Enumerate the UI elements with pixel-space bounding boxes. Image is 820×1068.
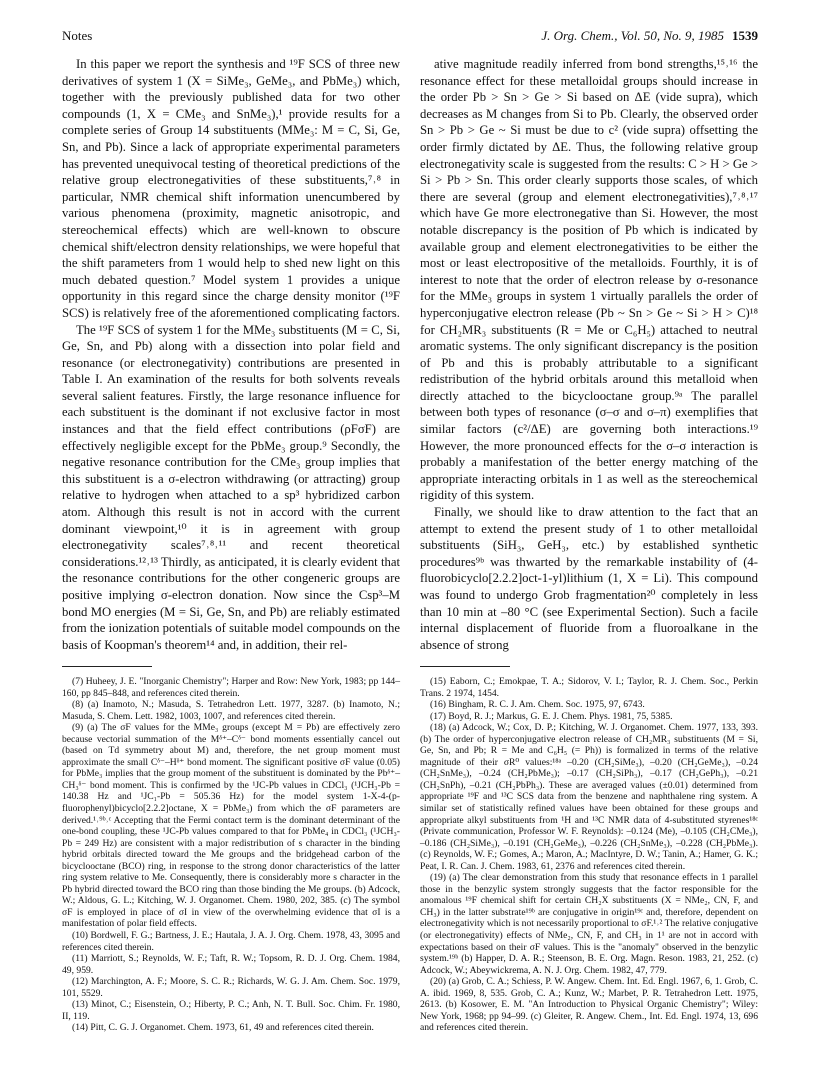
running-header (541, 28, 758, 44)
right-column (420, 56, 758, 653)
footnote: (8) (a) Inamoto, N.; Masuda, S. Tetrahedron Lett. 1977, 3287. (b) Inamoto, N.; Masuda, S. Chem. Lett. 1982, 1003, 1007, and references cited therein. (62, 699, 400, 722)
footnote: (10) Bordwell, F. G.; Bartness, J. E.; Hautala, J. A. J. Org. Chem. 1978, 43, 3095 and references cited therein. (62, 930, 400, 953)
footnote: (18) (a) Adcock, W.; Cox, D. P.; Kitching, W. J. Organomet. Chem. 1977, 133, 393. (b) The order of hyperconjugative electron release of CH₂MR₃ substituents (M = Si, Ge, Sn, and Pb; R = Me and C₆H₅ (= Ph)) is formalized in terms of the relative magnitude of their σR⁰ values:¹⁸ᵃ –0.20 (CH₂SiMe₃), –0.20 (CH₂GeMe₃), –0.24 (CH₂SnMe₃), –0.24 (CH₂PbMe₃); –0.17 (CH₂SiPh₃), –0.17 (CH₂GePh₃), –0.21 (CH₂SnPh), –0.21 (CH₂PbPh₃). These are averaged values (±0.01) determined from appropriate ¹⁹F and ¹³C SCS data from the benzene and naphthalene ring system. A similar set of statistically refined values have been obtained for these groups and appropriate alkyl substituents from ¹H and ¹³C NMR data of 4-substituted styrenes¹⁸ᶜ (Private communication, Professor W. F. Reynolds): –0.124 (Me), –0.105 (CH₂CMe₃), –0.186 (CH₂SiMe₃), –0.191 (CH₂GeMe₃), –0.226 (CH₂SnMe₃), –0.228 (CH₂PbMe₃). (c) Reynolds, W. F.; Gomes, A.; Maron, A.; MacIntyre, D. W.; Tanin, A.; Hamer, G. K.; Peat, I. R. Can. J. Chem. 1983, 61, 2376 and references cited therein. (420, 722, 758, 872)
body-paragraph: The ¹⁹F SCS of system 1 for the MMe₃ substituents (M = C, Si, Ge, Sn, and Pb) along with a dissection into polar field and resonance (or electronegativity) contributions are presented in Table I. An examination of the results for both solvents reveals several salient features. Firstly, the large resonance influence for each substituent is the dominant if not exclusive factor in most instances and that the field effect contributions (ρFσF) are effectively negligible except for the PbMe₃ group.⁹ Secondly, the negative resonance contribution for the CMe₃ group implies that this substituent is a σ-electron withdrawing (or attracting) group relative to hydrogen when attached to a sp³ hybridized carbon atom. Although this result is not in accord with the current dominant viewpoint,¹⁰ it is in agreement with group electronegativity scales⁷˒⁸˒¹¹ and recent theoretical considerations.¹²˒¹³ Thirdly, as anticipated, it is clearly evident that the resonance contributions for the other congeneric groups are positive implying σ-electron donation. Now since the Csp³–M bond MO energies (M = Si, Ge, Sn, and Pb) are reliably estimated from the ionization potentials of suitable model compounds on the basis of Koopman's theorem¹⁴ and, in addition, their rel- (62, 322, 400, 652)
footnote: (17) Boyd, R. J.; Markus, G. E. J. Chem. Phys. 1981, 75, 5385. (430, 710, 673, 722)
footnote-divider (62, 666, 152, 667)
footnote: (15) Eaborn, C.; Emokpae, T. A.; Sidorov, V. I.; Taylor, R. J. Chem. Soc., Perkin Trans. 2 1974, 1454. (420, 676, 758, 699)
body-paragraph: ative magnitude readily inferred from bond strengths,¹⁵˒¹⁶ the resonance effect for these metalloidal groups should increase in the order Pb > Sn > Ge > Si based on ΔE (vide supra), which decreases as M changes from Si to Pb. Clearly, the observed order Sn > Pb > Ge ~ Si must be due to c² (vide supra) offsetting the order firmly dictated by ΔE. Thus, the following relative group electronegativity scale is suggested from the results: C > H > Ge > Si > Pb > Sn. This order clearly supports those scales, of which there are several (group and element electronegativities),⁷˒⁸˒¹⁷ which have Ge more electronegative than Si. However, the most notable discrepancy is the position of Pb which is indicated by available group and element electronegativities to be either the most or least electropositive of the metalloids. Fourthly, it is of interest to note that the order of electron release by σ-resonance for the MMe₃ groups in system 1 virtually parallels the order of hyperconjugative electron release (Pb ~ Sn > Ge ~ Si > H > C)¹⁸ for CH₂MR₃ substituents (R = Me or C₆H₅) attached to neutral aromatic systems. The only significant discrepancy is the position of Pb and this is probably attributable to a significant redistribution of the hybrid orbitals around this metalloid when directly attached to the bicyclooctane group.⁹ᵃ The parallel between both types of resonance (σ–σ and σ–π) exemplifies that similar factors (c²/ΔE) are governing both interactions.¹⁹ However, the more pronounced effects for the σ–σ interaction is probably a manifestation of the better energy matching of the appropriate interacting orbitals in 1 as well as the stereochemical rigidity of this system. (420, 57, 758, 503)
footnote: (14) Pitt, C. G. J. Organomet. Chem. 1973, 61, 49 and references cited therein. (72, 1022, 374, 1034)
footnote: (20) (a) Grob, C. A.; Schiess, P. W. Angew. Chem. Int. Ed. Engl. 1967, 6, 1. Grob, C. A. ibid. 1969, 8, 535. Grob, C. A.; Kunz, W.; Marbet, P. R. Tetrahedron Lett. 1975, 2613. (b) Kosower, E. M. "An Introduction to Physical Organic Chemistry"; Wiley: New York, 1968; pp 94–99. (c) Gleiter, R. Angew. Chem., Int. Ed. Engl. 1974, 13, 696 and references cited therein. (420, 976, 758, 1034)
footnote: (19) (a) The clear demonstration from this study that resonance effects in 1 parallel those in the benzylic system strongly suggests that the factor responsible for the anomalous ¹⁹F chemical shift for certain CH₂X substituents (X = NMe₂, CN, F, and CH₃) in the latter substrate¹⁹ᵇ are conjugative in origin¹⁹ᶜ and, therefore, dependent on electronegativity which is not necessarily proportional to σF.¹˒² The relative conjugative (or electronegativity) effects of NMe₂, CN, F, and CH₃ in 1¹ are not in accord with expectations based on their σF values. This is the "anomaly" observed in the benzylic system.¹⁹ᵇ (b) Happer, D. A. R.; Steenson, B. E. Org. Magn. Reson. 1983, 21, 252. (c) Adcock, W.; Abeywickrema, A. N. J. Org. Chem. 1982, 47, 779. (420, 872, 758, 976)
footnote: (7) Huheey, J. E. "Inorganic Chemistry"; Harper and Row: New York, 1983; pp 144–160, pp 845–848, and references cited therein. (62, 676, 400, 699)
journal-citation: J. Org. Chem., Vol. 50, No. 9, 1985 (541, 28, 724, 43)
section-header: Notes (62, 28, 93, 43)
footnote: (16) Bingham, R. C. J. Am. Chem. Soc. 1975, 97, 6743. (430, 699, 645, 711)
page-number: 1539 (732, 28, 758, 43)
left-column (62, 56, 400, 653)
body-paragraph: In this paper we report the synthesis and ¹⁹F SCS of three new derivatives of system 1 (X = SiMe₃, GeMe₃, and PbMe₃) which, together with the previously published data for two other compounds (1, X = CMe₃ and SnMe₃),¹ provide results for a complete series of Group 14 substituents (MMe₃: M = C, Si, Ge, Sn, and Pb). Since a lack of appropriate experimental parameters has prevented unequivocal testing of theoretical predictions of the relative group electronegativities of these substituents,⁷˒⁸ in particular, NMR chemical shift information unencumbered by various phenomena (proximity, magnetic anisotropic, and stereochemical effects) which are well-known to obscure chemical shift/electron density relationships, we were hopeful that the shift parameters from 1 would help to shed new light on this much debated question.⁷ Model system 1 provides a unique opportunity in this regard since the charge density monitor (¹⁹F SCS) is relatively free of the aforementioned complicating factors. (62, 57, 400, 320)
footnotes-right (420, 676, 758, 1034)
footnote-divider (420, 666, 510, 667)
body-paragraph: Finally, we should like to draw attention to the fact that an attempt to extend the present study of 1 to other metalloidal substituents (SiH₃, GeH₃, etc.) by established synthetic procedures⁹ᵇ was thwarted by the remarkable instability of (4-fluorobicyclo[2.2.2]oct-1-yl)lithium (1, X = Li). This compound was found to undergo Grob fragmentation²⁰ completely in less than 10 min at –80 °C (see Experimental Section). Such a facile internal displacement of fluoride from a fluoroalkane in the absence of strong (420, 505, 758, 652)
footnote: (9) (a) The σF values for the MMe₃ groups (except M = Pb) are effectively zero because vectorial summation of the Mᵟ⁺–Cᵟ⁻ bond moments essentially cancel out (based on Td symmetry about M) and, therefore, the net group moment must approximate the small Cᵟ⁻–Hᵟ⁺ bond moment. The significant positive σF value (0.05) for PbMe₃ implies that the group moment of the substituent is dominated by the Pbᵟ⁺–CH₃ᵟ⁻ bond moment. This is confirmed by the ¹JC-Pb values in CDCl₃ (¹JCH₃-Pb = 140.38 Hz and ¹JC₁-Pb = 505.36 Hz) for the model system 1-X-4-(p-fluorophenyl)bicyclo[2.2.2]octane, X = PbMe₃) from which the σF parameters are derived.¹˒⁹ᵇ˒ᶜ Accepting that the Fermi contact term is the dominant determinant of the one-bond coupling, these ¹JC-Pb values compared to that for PbMe₄ in CDCl₃ (¹JCH₃-Pb = 249 Hz) are consistent with a major redistribution of s character in the binding hybrid orbitals directed toward the Me groups and the bridgehead carbon of the bicyclooctane (BCO) ring, in response to the strong donor characteristics of the latter ring system relative to Me. Consequently, there is considerably more s character in the Pb hybrid directed toward the BCO ring than those binding the Me groups. (b) Adcock, W.; Aldous, G. L.; Kitching, W. J. Organomet. Chem. 1980, 202, 385. (c) The symbol σF is employed in place of σI in view of the overwhelming evidence that σI is a manifestation of polar field effects. (62, 722, 400, 930)
footnote: (13) Minot, C.; Eisenstein, O.; Hiberty, P. C.; Anh, N. T. Bull. Soc. Chim. Fr. 1980, II, 119. (62, 999, 400, 1022)
footnotes-left (62, 676, 400, 1034)
footnote: (11) Marriott, S.; Reynolds, W. F.; Taft, R. W.; Topsom, R. D. J. Org. Chem. 1984, 49, 959. (62, 953, 400, 976)
footnote: (12) Marchington, A. F.; Moore, S. C. R.; Richards, W. G. J. Am. Chem. Soc. 1979, 101, 5529. (62, 976, 400, 999)
